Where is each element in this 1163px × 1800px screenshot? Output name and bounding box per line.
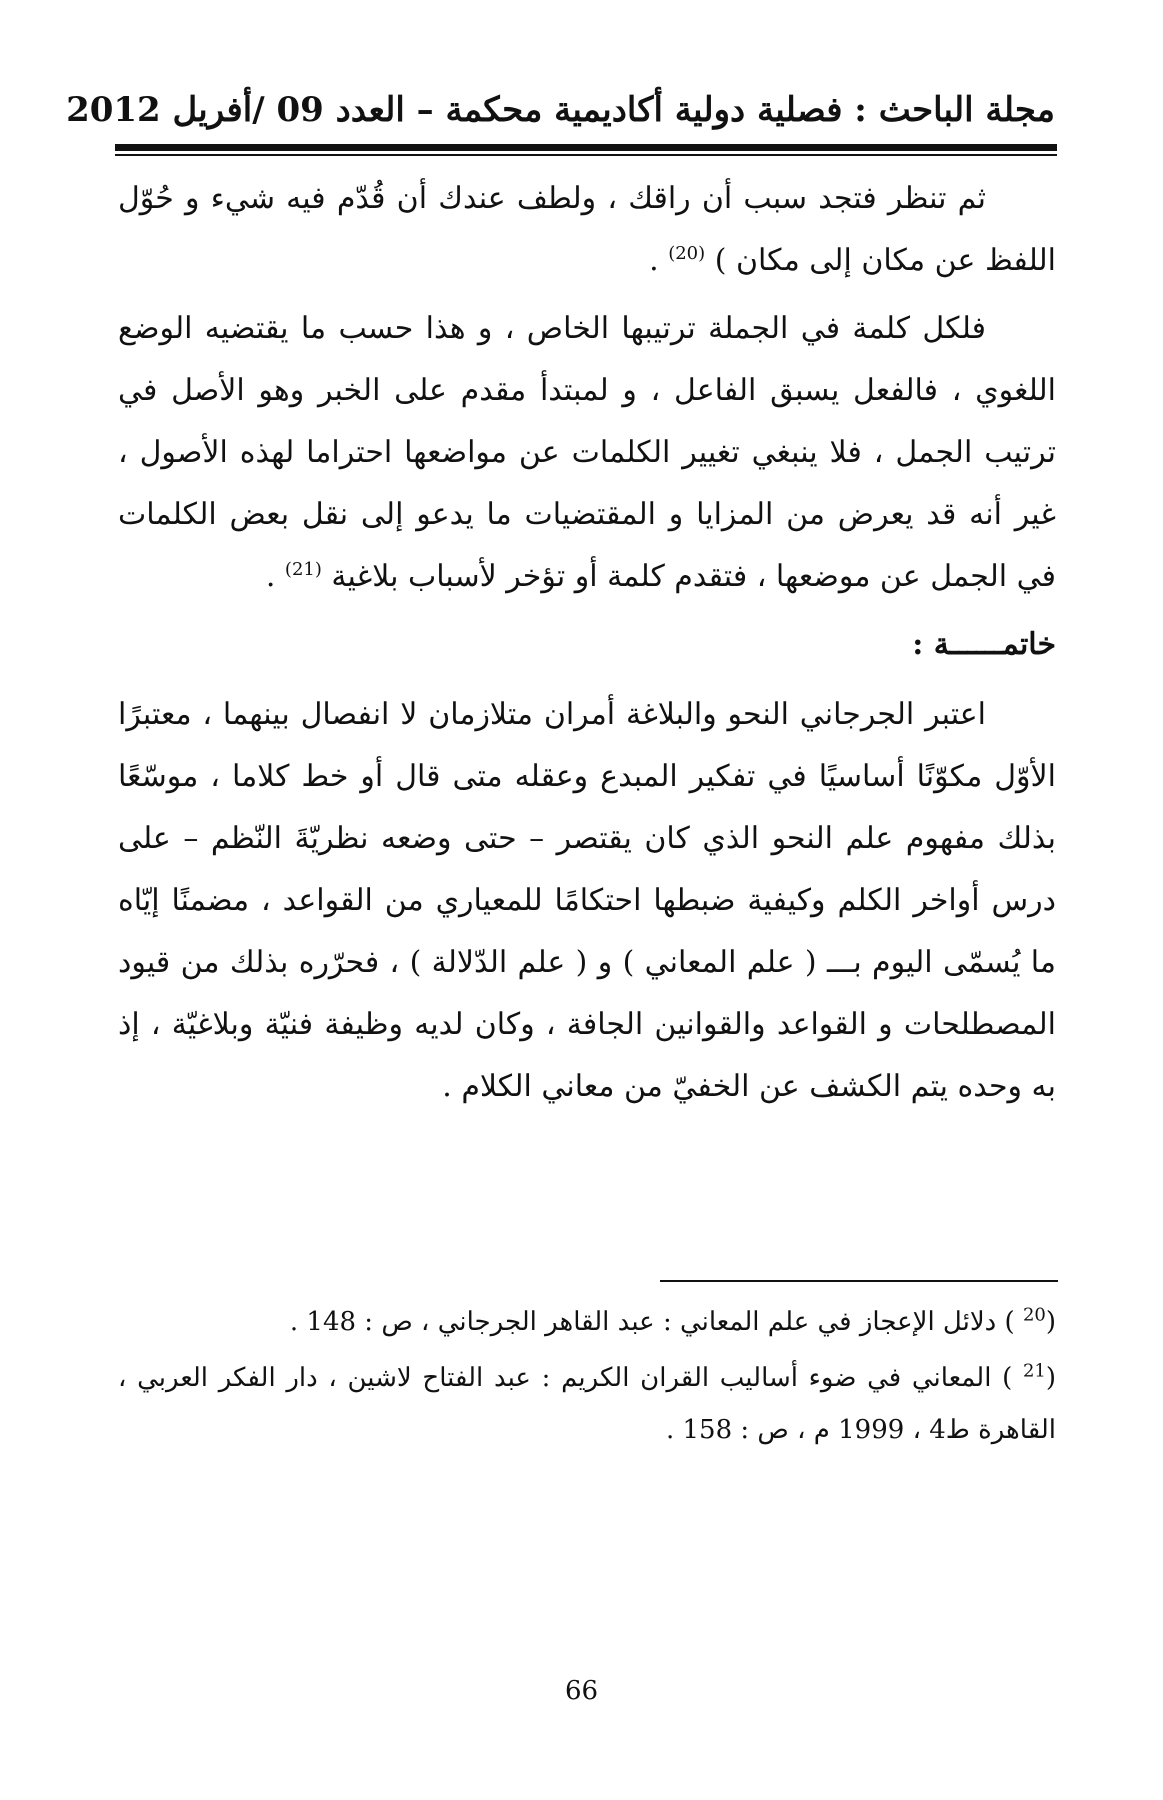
body-text <box>118 168 1056 1124</box>
paragraph-1-text: ثم تنظر فتجد سبب أن راقك ، ولطف عندك أن قُدّم فيه شيء و حُوّل اللفظ عن مكان إلى مكان ) <box>118 181 1056 278</box>
page-number: 66 <box>564 1676 599 1706</box>
footnote-20-open: ( <box>1045 1307 1056 1337</box>
paragraph-2-end: . <box>265 559 285 594</box>
footnote-ref-20: (20) <box>668 243 706 264</box>
header-rule-thick <box>115 144 1057 151</box>
footnote-20-number: 20 <box>1022 1304 1046 1326</box>
footnote-20-text: ) دلائل الإعجاز في علم المعاني : عبد القاهر الجرجاني ، ص : 148 . <box>289 1307 1023 1337</box>
footnote-separator <box>660 1280 1058 1282</box>
footnote-21-number: 21 <box>1022 1360 1046 1382</box>
paragraph-1 <box>118 168 1056 292</box>
footnote-21-text: ) المعاني في ضوء أساليب القران الكريم : عبد الفتاح لاشين ، دار الفكر العربي ، القاهرة ط4 ، 1999 م ، ص : 158 . <box>118 1363 1056 1445</box>
footnote-21 <box>118 1352 1056 1456</box>
header-rule-thin <box>115 154 1057 156</box>
footnote-20 <box>118 1296 1056 1348</box>
paragraph-2 <box>118 298 1056 608</box>
paragraph-1-end: . <box>649 243 669 278</box>
conclusion-paragraph: اعتبر الجرجاني النحو والبلاغة أمران متلازمان لا انفصال بينهما ، معتبرًا الأوّل مكوّنًا أساسيًا في تفكير المبدع وعقله متى قال أو خط كلاما ، موسّعًا بذلك مفهوم علم النحو الذي كان يقتصر – حتى وضعه نظريّةَ النّظم – على درس أواخر الكلم وكيفية ضبطها احتكامًا للمعياري من القواعد ، مضمنًا إيّاه ما يُسمّى اليوم بـــ ( علم المعاني ) و ( علم الدّلالة ) ، فحرّره بذلك من قيود المصطلحات و القواعد والقوانين الجافة ، وكان لديه وظيفة فنيّة وبلاغيّة ، إذ به وحده يتم الكشف عن الخفيّ من معاني الكلام . <box>118 697 1056 1104</box>
footnote-ref-21: (21) <box>284 559 322 580</box>
paragraph-2-text: فلكل كلمة في الجملة ترتيبها الخاص ، و هذا حسب ما يقتضيه الوضع اللغوي ، فالفعل يسبق الفاعل ، و لمبتدأ مقدم على الخبر وهو الأصل في ترتيب الجمل ، فلا ينبغي تغيير الكلمات عن مواضعها احتراما لهذه الأصول ، غير أنه قد يعرض من المزايا و المقتضيات ما يدعو إلى نقل بعض الكلمات في الجمل عن موضعها ، فتقدم كلمة أو تؤخر لأسباب بلاغية <box>118 311 1056 594</box>
conclusion-heading: خاتمــــــة : <box>912 627 1056 662</box>
journal-header: مجلة الباحث : فصلية دولية أكاديمية محكمة – العدد 09 /أفريل 2012 <box>66 90 1055 130</box>
footnotes <box>118 1296 1056 1460</box>
footnote-21-open: ( <box>1045 1363 1056 1393</box>
